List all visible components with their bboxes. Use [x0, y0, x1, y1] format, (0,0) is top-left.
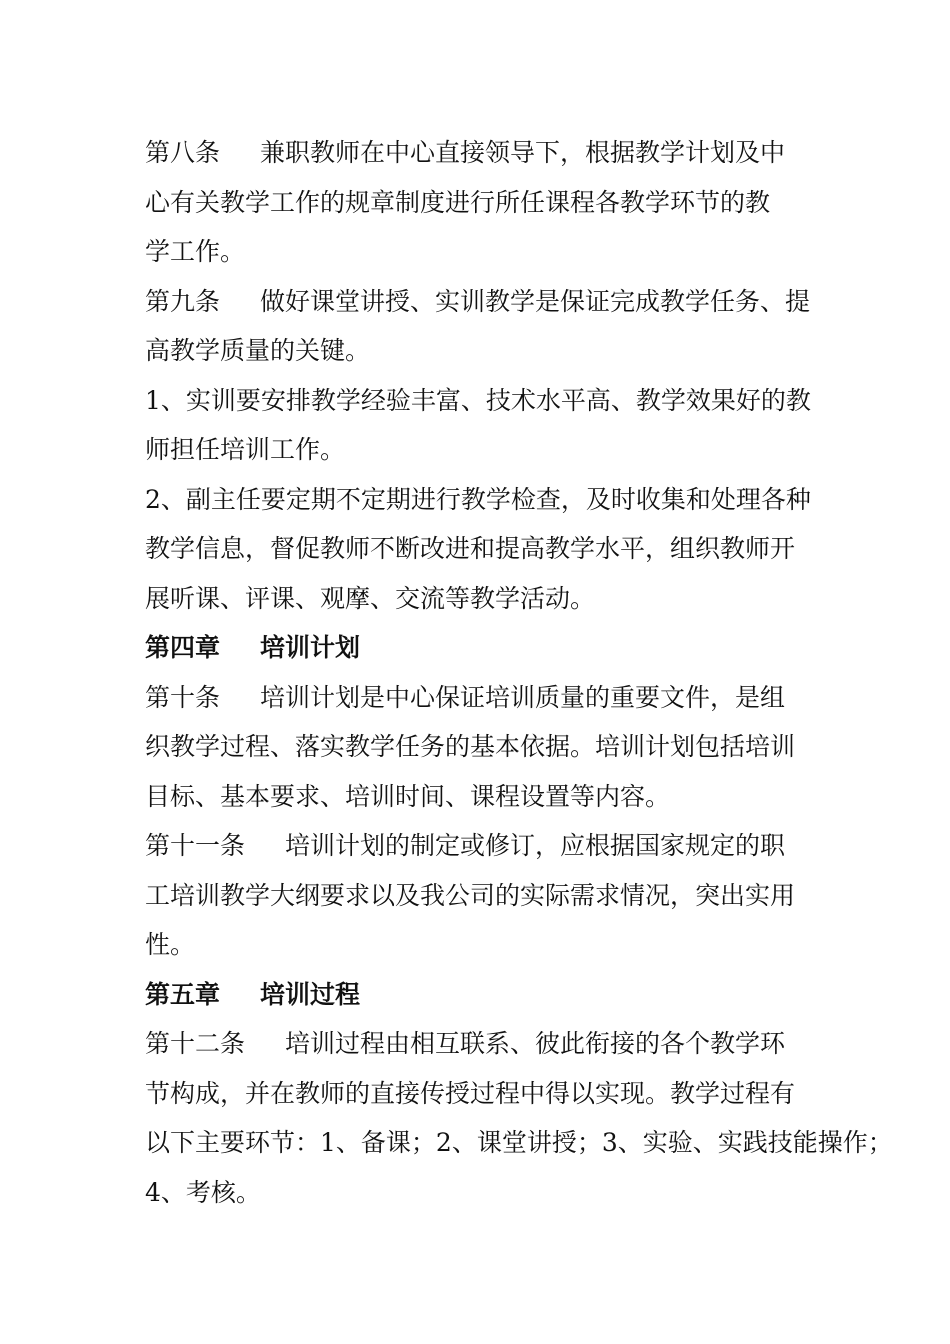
article-12 [145, 1019, 893, 1217]
article-label: 第十条 [145, 682, 221, 712]
article-label: 第十一条 [145, 831, 246, 860]
article-line: 工培训教学大纲要求以及我公司的实际需求情况，突出实用 [145, 880, 796, 910]
article-line: 性。 [145, 930, 196, 959]
article-line [145, 128, 825, 178]
article-text: 培训计划是中心保证培训质量的重要文件，是组 [260, 682, 786, 712]
article-8 [145, 128, 825, 277]
list-item-line: 展听课、评课、观摩、交流等教学活动。 [145, 583, 596, 613]
chapter-5-heading [145, 970, 825, 1020]
article-line: 节构成，并在教师的直接传授过程中得以实现。教学过程有 [145, 1078, 796, 1108]
list-item-line: 教学信息，督促教师不断改进和提高教学水平，组织教师开 [145, 534, 796, 563]
list-item-line: 师担任培训工作。 [145, 435, 346, 464]
chapter-label: 第五章 [145, 979, 221, 1009]
article-label: 第十二条 [145, 1029, 246, 1058]
chapter-heading-line [145, 970, 825, 1020]
article-label: 第八条 [145, 138, 221, 167]
article-line: 学工作。 [145, 237, 246, 266]
article-text: 培训计划的制定或修订，应根据国家规定的职 [285, 831, 786, 860]
list-item-line: 1、实训要安排教学经验丰富、技术水平高、教学效果好的教 [145, 385, 811, 415]
article-11 [145, 821, 825, 970]
list-item-1 [145, 376, 825, 475]
article-line: 目标、基本要求、培训时间、课程设置等内容。 [145, 781, 671, 811]
chapter-title: 培训计划 [260, 633, 361, 662]
list-item-2 [145, 475, 825, 624]
chapter-title: 培训过程 [260, 979, 361, 1009]
article-line [145, 277, 825, 327]
article-line: 4、考核。 [145, 1177, 261, 1207]
article-line: 心有关教学工作的规章制度进行所任课程各教学环节的教 [145, 187, 771, 217]
article-line [145, 673, 825, 723]
article-line: 高教学质量的关键。 [145, 336, 371, 365]
document-page [145, 128, 893, 1217]
article-text: 兼职教师在中心直接领导下，根据教学计划及中 [260, 138, 786, 167]
article-10 [145, 673, 825, 822]
chapter-4-heading [145, 623, 825, 673]
chapter-label: 第四章 [145, 633, 221, 662]
article-9 [145, 277, 825, 376]
article-label: 第九条 [145, 286, 221, 316]
article-line [145, 1019, 825, 1069]
chapter-heading-line [145, 623, 825, 673]
article-text: 做好课堂讲授、实训教学是保证完成教学任务、提 [260, 286, 811, 316]
article-text: 培训过程由相互联系、彼此衔接的各个教学环 [285, 1029, 786, 1058]
article-line [145, 821, 825, 871]
article-line: 织教学过程、落实教学任务的基本依据。培训计划包括培训 [145, 732, 796, 761]
list-item-line: 2、副主任要定期不定期进行教学检查，及时收集和处理各种 [145, 484, 811, 514]
article-line: 以下主要环节：1、备课；2、课堂讲授；3、实验、实践技能操作； [145, 1128, 893, 1157]
